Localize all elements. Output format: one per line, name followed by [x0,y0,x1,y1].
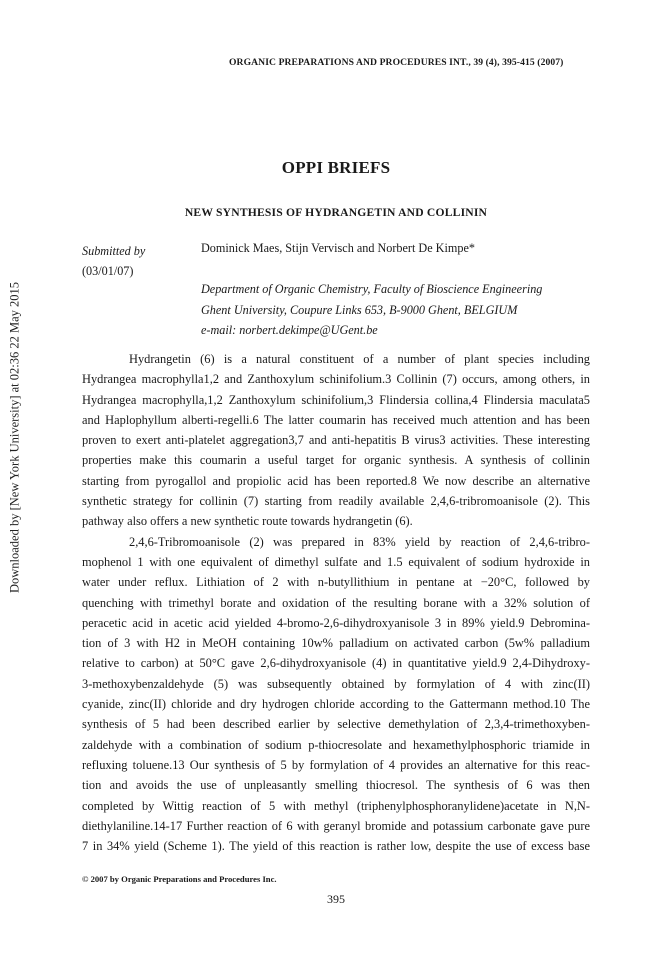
body-line: diethylaniline.14-17 Further reaction of 6 with geranyl bromide and potassium carbonate gave pure [82,818,590,833]
body-line: Hydrangetin (6) is a natural constituent of a number of plant species including [129,352,590,366]
affiliation-email: e-mail: norbert.dekimpe@UGent.be [201,323,378,337]
journal-header: ORGANIC PREPARATIONS AND PROCEDURES INT., 39 (4), 395-415 (2007) [229,57,564,68]
body-line: starting from pyrogallol and propiolic acid has been reported.8 We now describe an alternative [82,473,590,488]
body-line: synthetic strategy for collinin (7) starting from readily available 2,4,6-tribromoanisole (2). This [82,494,590,509]
body-line: and Haplophyllum alberti-regelli.6 The latter coumarin has received much attention and has been [82,412,590,427]
body-line: water under reflux. Lithiation of 2 with n-butyllithium in pentane at −20°C, followed by [82,575,590,590]
body-line: synthesis of 5 had been described earlier by selective demethylation of 2,3,4-trimethoxyben- [82,717,590,732]
body-line: proven to exert anti-platelet aggregation3,7 and anti-hepatitis B virus3 activities. These interesting [82,433,590,448]
download-watermark: Downloaded by [New York University] at 02:36 22 May 2015 [7,281,22,594]
submission-date: (03/01/07) [82,264,134,278]
body-line: relative to carbon) at 50°C gave 2,6-dihydroxyanisole (4) in quantitative yield.9 2,4-Dihydroxy- [82,656,590,671]
body-line: completed by Wittig reaction of 5 with methyl (triphenylphosphoranylidene)acetate in N,N- [82,798,590,813]
body-line: tion and avoids the use of unpleasantly smelling thiocresol. The synthesis of 6 was then [82,778,590,793]
article-title: NEW SYNTHESIS OF HYDRANGETIN AND COLLININ [184,206,488,219]
body-line: Hydrangea macrophylla,1,2 Zanthoxylum schinifolium,3 Flindersia collina,4 Flindersia maculata5 [82,392,590,407]
body-line: properties make this coumarin a useful target for organic synthesis. A synthesis of collinin [82,453,590,468]
body-line: 2,4,6-Tribromoanisole (2) was prepared in 83% yield by reaction of 2,4,6-tribro- [129,534,590,549]
body-line: quenching with trimethyl borate and oxidation of the resulting borane with a 32% solution of [82,595,590,610]
body-line: 7 in 34% yield (Scheme 1). The yield of this reaction is rather low, despite the use of excess base [82,839,590,854]
body-line: pathway also offers a new synthetic route towards hydrangetin (6). [82,514,413,529]
affiliation-address: Ghent University, Coupure Links 653, B-9000 Ghent, BELGIUM [201,302,518,317]
body-line: Hydrangea macrophylla1,2 and Zanthoxylum schinifolium.3 Collinin (7) occurs, among others, in [82,372,590,387]
author-list: Dominick Maes, Stijn Vervisch and Norbert De Kimpe* [201,241,475,255]
body-line: peracetic acid in acetic acid yielded 4-bromo-2,6-dihydroxyanisole 3 in 89% yield.9 Debromina- [82,615,590,630]
page-number: 395 [327,892,345,906]
body-text [82,349,590,856]
body-line: refluxing toluene.13 Our synthesis of 5 by formylation of 4 provides an alternative for this reac- [82,757,590,772]
body-line: mophenol 1 with one equivalent of dimethyl sulfate and 1.5 equivalent of sodium hydroxide in [82,554,590,569]
affiliation-block [201,279,542,341]
body-line: tion of 3 with H2 in MeOH containing 10w% palladium on activated carbon (5w% palladium [82,636,590,651]
body-line: cyanide, zinc(II) chloride and dry hydrogen chloride according to the Gattermann method.10 The [82,697,590,712]
submitted-label: Submitted by [82,244,146,258]
body-line: zaldehyde with a combination of sodium p-thiocresolate and hexamethylphosphoric triamide in [82,737,590,752]
affiliation-department: Department of Organic Chemistry, Faculty of Bioscience Engineering [201,282,543,296]
body-line: 3-methoxybenzaldehyde (5) was subsequently obtained by formylation of 4 with zinc(II) [82,676,590,691]
copyright-notice: © 2007 by Organic Preparations and Procedures Inc. [82,874,277,884]
section-title: OPPI BRIEFS [281,158,391,177]
submission-info [82,241,145,281]
